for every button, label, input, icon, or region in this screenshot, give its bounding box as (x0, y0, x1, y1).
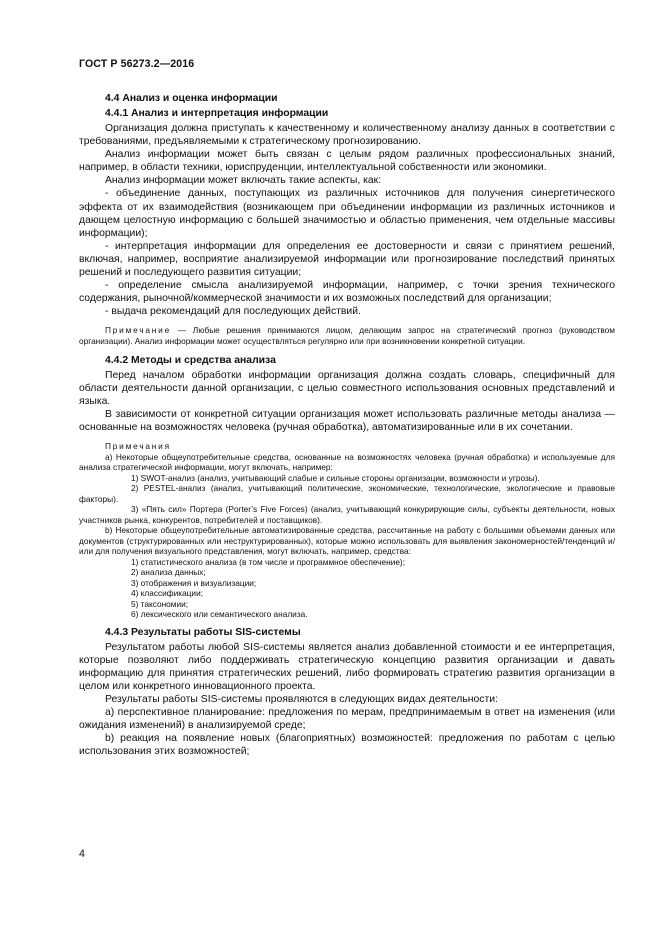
note-4-4-1 (79, 325, 615, 346)
page-number: 4 (79, 848, 85, 860)
section-title-4-4-1: 4.4.1 Анализ и интерпретация информации (105, 108, 329, 119)
paragraph: Результатом работы любой SIS-системы является анализ добавленной стоимости и ее интерпретация, которые позволяют либо поддерживать стратегическую концепцию развития организации и давать информацию для принятия стратегических решений, либо формировать стратегию развития организации в целом или конкретного инновационного проекта. (79, 641, 615, 692)
note-subitem: 1) статистического анализа (в том числе и программное обеспечение); (131, 556, 405, 567)
notes-4-4-2 (79, 441, 615, 620)
page-content (79, 92, 615, 758)
standard-header: ГОСТ Р 56273.2—2016 (79, 58, 195, 70)
section-title-4-4-2: 4.4.2 Методы и средства анализа (105, 354, 276, 366)
note-text: — Любые решения принимаются лицом, делающим запрос на стратегический прогноз (руководством организации). Анализ информации может осуществляться регулярно или при возникновении конкретной ситуации. (79, 325, 615, 346)
note-subitem: 6) лексического или семантического анализа. (131, 609, 308, 620)
paragraph: Анализ информации может быть связан с целым рядом различных профессиональных знаний, например, в области техники, юриспруденции, интеллектуальной собственности или экономики. (79, 149, 615, 174)
note-subitem: 2) PESTEL-анализ (анализ, учитывающий политические, экономические, технологические, экологические и правовые факторы). (79, 483, 615, 504)
section-title-4-4-3: 4.4.3 Результаты работы SIS-системы (105, 626, 301, 638)
list-item: b) реакция на появление новых (благоприятных) возможностей: предложения по работам с целью использования этих возможностей; (79, 733, 615, 758)
list-item: - интерпретация информации для определения ее достоверности и связи с принятием решений, включая, например, восприятие анализируемой информации или прогнозирование последствий принятых решений и последующего развития ситуации; (79, 240, 615, 279)
list-item: - выдача рекомендаций для последующих действий. (105, 306, 361, 318)
note-item: b) Некоторые общеупотребительные автоматизированные средства, рассчитанные на работу с большими объемами данных или документов (структурированных или неструктурированных), которые можно использовать для выявления закономерностей/тенденций и/или для получения визуального представления, могут включать, например, средства: (79, 525, 615, 557)
paragraph: Перед началом обработки информации организация должна создать словарь, специфичный для области деятельности данной организации, с целью совместного использования основных представлений и языка. (79, 369, 615, 407)
note-label: Примечание (105, 325, 172, 336)
note-subitem: 5) таксономии; (131, 598, 189, 609)
paragraph: Результаты работы SIS-системы проявляются в следующих видах деятельности: (105, 693, 498, 705)
list-item: а) перспективное планирование: предложения по мерам, предпринимаемым в ответ на изменения (или ожидания изменений) в анализируемой среде; (79, 707, 615, 732)
note-subitem: 4) классификации; (131, 588, 204, 599)
section-title-4-4: 4.4 Анализ и оценка информации (105, 93, 278, 104)
paragraph: Организация должна приступать к качественному и количественному анализу данных в соответствии с требованиями, предъявляемыми к стратегическому прогнозированию. (79, 123, 615, 148)
notes-title: Примечания (105, 441, 171, 452)
note-subitem: 2) анализа данных; (131, 567, 206, 578)
note-subitem: 1) SWOT-анализ (анализ, учитывающий слабые и сильные стороны организации, возможности и угрозы). (131, 472, 540, 483)
note-subitem: 3) «Пять сил» Портера (Porter’s Five Forces) (анализ, учитывающий конкурирующие силы, субъекты деятельности, новых участников рынка, конкурентов, потребителей и поставщиков). (79, 504, 615, 525)
paragraph: Анализ информации может включать такие аспекты, как: (105, 175, 382, 187)
list-item: - объединение данных, поступающих из различных источников для получения синергетического эффекта от их взаимодействия (возникающем при объединении информации из различных источников и дающем целостную информацию с большей значимостью и областью применения, чем отдельные массивы информации); (79, 188, 615, 239)
paragraph: В зависимости от конкретной ситуации организация может использовать различные методы анализа — основанные на возможностях человека (ручная обработка), автоматизированные или в их сочетании. (79, 408, 615, 433)
note-subitem: 3) отображения и визуализации; (131, 577, 257, 588)
list-item: - определение смысла анализируемой информации, например, с точки зрения технического содержания, рыночной/коммерческой значимости и их возможных последствий для организации; (79, 280, 615, 305)
note-item: а) Некоторые общеупотребительные средства, основанные на возможностях человека (ручная обработка) и используемые для анализа стратегической информации, могут включать, например: (79, 451, 615, 473)
